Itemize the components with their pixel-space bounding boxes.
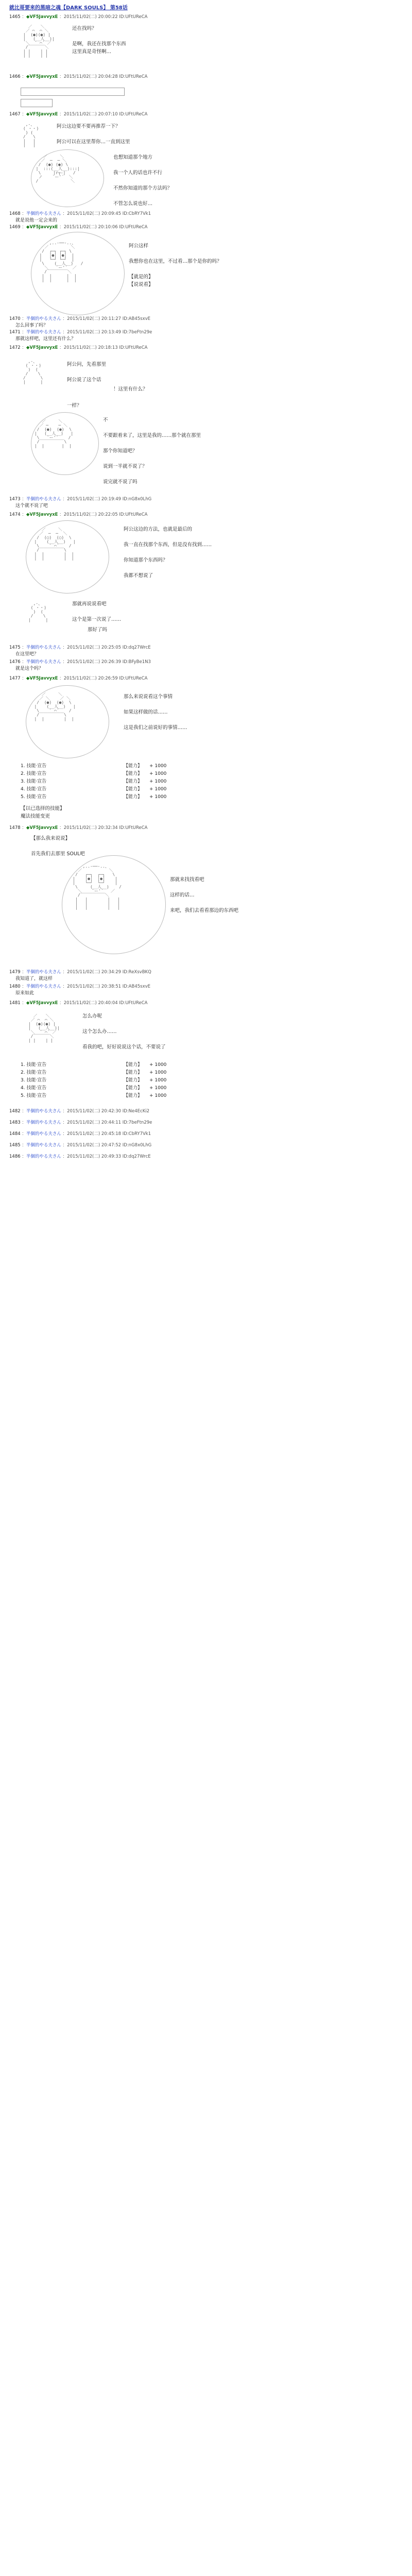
ascii-art: ,-、 ( ・・) ) ( / \ | | [28, 602, 48, 622]
cell: + 1000 [149, 771, 167, 776]
post-header: 1484 ：半個的やる夫さん ：2015/11/02(二) 20:45:18 ID:CbRY7Vk1 [9, 1131, 151, 1137]
poster-name: 半個的やる夫さん [26, 1143, 61, 1148]
post-number[interactable]: 1466 [9, 74, 21, 79]
ascii-art: ／￣￣＼ ／ ⌒ ⌒ ＼ | (●)(●) | | (__人__)| ＼ ` ⌒´ ／ /￣￣￣￣＼ | | | | [28, 1014, 60, 1043]
cell: 3. 技能·宣告 [21, 1078, 47, 1083]
post-header: 1482 ：半個的やる夫さん ：2015/11/02(二) 20:42:30 ID:Ne4EcKi2 [9, 1109, 150, 1114]
poster-name: 半個的やる夫さん [26, 497, 61, 502]
post-meta: 2015/11/02(二) 20:00:22 ID:UFtUReCA [63, 14, 148, 20]
post-number[interactable]: 1467 [9, 112, 21, 117]
dialog-text: 阿公这边的方法，也就是最后的 我一直在找那个东西，但是没有找到…… 你知道那个东西吗？ 我都不想说了 [124, 527, 212, 579]
post-number[interactable]: 1481 [9, 1001, 21, 1006]
poster-name: ◆VF5JavvyxE [26, 512, 58, 517]
cell: 【能力】 [124, 1062, 143, 1067]
post-number[interactable]: 1473 [9, 497, 21, 502]
reply-text: 就是说他一定会来的 [15, 218, 58, 223]
post-number[interactable]: 1480 [9, 984, 21, 989]
post-number[interactable]: 1482 [9, 1109, 21, 1114]
post-header: 1470 ：半個的やる夫さん ：2015/11/02(二) 20:11:27 ID:AB45sxvE [9, 316, 151, 321]
cell: 【能力】 [124, 764, 143, 769]
post-meta: 2015/11/02(二) 20:45:18 ID:CbRY7Vk1 [67, 1131, 151, 1137]
poster-name: ◆VF5JavvyxE [26, 14, 58, 20]
dialog-text: 还在找吗？ 是啊，我还在找那个东西 这里真是奇怪啊… [72, 26, 126, 55]
reply-text: 我知道了，就这样 [15, 976, 53, 981]
ascii-art: ,-、 ( ・・) ) ( / \ / \ | | [23, 360, 43, 384]
table-row [21, 1092, 211, 1100]
cell: 1. 技能·宣告 [21, 764, 47, 769]
post-meta: 2015/11/02(二) 20:38:51 ID:AB45sxvE [67, 984, 151, 989]
post-meta: 2015/11/02(二) 20:42:30 ID:Ne4EcKi2 [67, 1109, 150, 1114]
poster-name: ◆VF5JavvyxE [26, 225, 58, 230]
poster-name: 半個的やる夫さん [26, 1154, 61, 1159]
cell: 4. 技能·宣告 [21, 787, 47, 792]
poster-name: 半個的やる夫さん [26, 659, 61, 665]
cell: + 1000 [149, 1070, 167, 1075]
dialog-text: 阿公这边要不要再推荐一下？ 阿公可以在这里帮你…一直到这里 [57, 124, 130, 145]
poster-name: 半個的やる夫さん [26, 970, 61, 975]
post-header: 1466 ：◆VF5JavvyxE ：2015/11/02(二) 20:04:28 ID:UFtUReCA [9, 74, 148, 79]
poster-name: 半個的やる夫さん [26, 645, 61, 650]
dialog-text: 一样？ [67, 403, 82, 409]
poster-name: 半個的やる夫さん [26, 984, 61, 989]
stats-table [21, 762, 211, 801]
post-header: 1476 ：半個的やる夫さん ：2015/11/02(二) 20:26:39 ID:BFyBe1N3 [9, 659, 151, 665]
cell: 【能力】 [124, 1086, 143, 1091]
table-row [21, 1061, 211, 1069]
cell: 【能力】 [124, 1078, 143, 1083]
post-header: 1472 ：◆VF5JavvyxE ：2015/11/02(二) 20:18:13 ID:UFtUReCA [9, 345, 148, 350]
blank-box [21, 99, 53, 107]
table-row [21, 1084, 211, 1092]
dialog-text: ！这里有什么？ [113, 386, 148, 392]
poster-name: ◆VF5JavvyxE [26, 1001, 58, 1006]
post-header: 1473 ：半個的やる夫さん ：2015/11/02(二) 20:19:49 ID:nG8x0LhG [9, 497, 152, 502]
cell: + 1000 [149, 1093, 167, 1098]
post-meta: 2015/11/02(二) 20:40:04 ID:UFtUReCA [63, 1001, 148, 1006]
ascii-art: ／￣￣￣＼ ／ ─ ─ ＼ / (●) (●) \ | (__人__) | \ `ー'´ / /￣￣￣￣￣￣\ | | | | [34, 419, 74, 448]
ascii-art: ,..-──-..、 ／ ＼ / ┌─┐ ┌─┐ \ | │●│ │●│ | | └─┘ └─┘ | \ (__人__) / ＼ `ー'´ ／ /￣￣￣￣￣＼ | | | | | | | | [39, 241, 83, 282]
post-number[interactable]: 1479 [9, 970, 21, 975]
poster-name: ◆VF5JavvyxE [26, 74, 58, 79]
dialog-text: 那好了吗 [88, 627, 108, 633]
cell: 【能力】 [124, 1070, 143, 1075]
post-header: 1486 ：半個的やる夫さん ：2015/11/02(二) 20:49:33 ID:dq27WrcE [9, 1154, 151, 1159]
dialog-text: 那就来找找看吧 这样的话… 来吧，我们去看看那边的东西吧 [170, 877, 239, 913]
reply-text: 这个就不说了吧 [15, 503, 48, 509]
table-row [21, 793, 211, 801]
post-number[interactable]: 1485 [9, 1143, 21, 1148]
stats-table [21, 1061, 211, 1100]
post-number[interactable]: 1470 [9, 316, 21, 321]
post-number[interactable]: 1486 [9, 1154, 21, 1159]
ascii-art: ／￣￣￣＼ ／ ─ ─ ＼ / (○) (○) \ | (__人__) | \ ` ⌒´ / /￣￣￣￣￣￣\ | | | | | | | | [34, 528, 76, 561]
cell: 【能力】 [124, 779, 143, 784]
post-header: 1471 ：半個的やる夫さん ：2015/11/02(二) 20:13:49 ID:7beFtn29e [9, 330, 152, 335]
poster-name: 半個的やる夫さん [26, 1109, 61, 1114]
post-meta: 2015/11/02(二) 20:09:45 ID:CbRY7Vk1 [67, 211, 151, 216]
table-row [21, 786, 211, 793]
cell: + 1000 [149, 787, 167, 792]
post-meta: 2015/11/02(二) 20:04:28 ID:UFtUReCA [63, 74, 148, 79]
post-number[interactable]: 1478 [9, 825, 21, 831]
ascii-art: ,..-──-..、 ／ ＼ / ┌─┐ ┌─┐ \ | │●│ │●│ | | └─┘ └─┘ | \ (__人__) / ＼ `ー'´ ／ /￣￣￣￣￣￣＼ | | | | | | | | | | | | [73, 865, 122, 910]
post-meta: 2015/11/02(二) 20:26:39 ID:BFyBe1N3 [67, 659, 151, 665]
reply-text: 原来如此 [15, 991, 35, 996]
dialog-text: 阿公问，先看那里 阿公说了这个话 [67, 362, 107, 383]
stats-note: 【以已选择的技能】 魔法技能变更 [21, 806, 65, 819]
poster-name: 半個的やる夫さん [26, 1131, 61, 1137]
reply-text: 那就这样吧，这里还有什么？ [15, 336, 76, 342]
post-meta: 2015/11/02(二) 20:34:29 ID:ReXsvBKQ [67, 970, 151, 975]
poster-name: 半個的やる夫さん [26, 1120, 61, 1125]
post-number[interactable]: 1483 [9, 1120, 21, 1125]
dialog-text: 阿公这样 我想你也在这里，不过看…那个是你的吗？ 【就是的】 【说说看】 [129, 243, 222, 287]
post-meta: 2015/11/02(二) 20:13:49 ID:7beFtn29e [67, 330, 152, 335]
dialog-text: 那就再说说看吧 这个是第一次说了…… [72, 601, 122, 622]
dialog-text: 不 不要跟着来了，这里是我的……那个就在那里 那个你知道吧？ 说到一半就不说了？ 说完就不说了吗 [103, 417, 201, 485]
cell: + 1000 [149, 1062, 167, 1067]
poster-name: 半個的やる夫さん [26, 211, 61, 216]
cell: 2. 技能·宣告 [21, 1070, 47, 1075]
post-header: 1481 ：◆VF5JavvyxE ：2015/11/02(二) 20:40:04 ID:UFtUReCA [9, 1001, 148, 1006]
post-meta: 2015/11/02(二) 20:32:34 ID:UFtUReCA [63, 825, 148, 831]
cell: 2. 技能·宣告 [21, 771, 47, 776]
post-number[interactable]: 1475 [9, 645, 21, 650]
cell: + 1000 [149, 794, 167, 800]
post-header: 1478 ：◆VF5JavvyxE ：2015/11/02(二) 20:32:34 ID:UFtUReCA [9, 825, 148, 831]
poster-name: ◆VF5JavvyxE [26, 345, 58, 350]
post-header: 1479 ：半個的やる夫さん ：2015/11/02(二) 20:34:29 ID:ReXsvBKQ [9, 970, 151, 975]
post-header: 1465 ：◆VF5JavvyxE ：2015/11/02(二) 20:00:22 ID:UFtUReCA [9, 14, 148, 20]
post-meta: 2015/11/02(二) 20:07:10 ID:UFtUReCA [63, 112, 148, 117]
cell: 【能力】 [124, 794, 143, 800]
post-number[interactable]: 1469 [9, 225, 21, 230]
post-meta: 2015/11/02(二) 20:22:05 ID:UFtUReCA [63, 512, 148, 517]
post-header: 1469 ：◆VF5JavvyxE ：2015/11/02(二) 20:10:06 ID:UFtUReCA [9, 225, 148, 230]
post-meta: 2015/11/02(二) 20:47:52 ID:nG8x0LhG [67, 1143, 152, 1148]
post-meta: 2015/11/02(二) 20:11:27 ID:AB45sxvE [67, 316, 151, 321]
post-header: 1474 ：◆VF5JavvyxE ：2015/11/02(二) 20:22:05 ID:UFtUReCA [9, 512, 148, 517]
cell: 4. 技能·宣告 [21, 1086, 47, 1091]
cell: + 1000 [149, 764, 167, 769]
ascii-art: ／￣￣￣＼ ／ ＼ ／ ＼ / (●) (●) \ | (__人__) | \ ` ⌒´ / /￣￣￣￣￣￣\ | | | | [34, 692, 76, 721]
cell: 5. 技能·宣告 [21, 794, 47, 800]
table-row [21, 762, 211, 770]
post-number[interactable]: 1477 [9, 676, 21, 681]
post-meta: 2015/11/02(二) 20:49:33 ID:dq27WrcE [67, 1154, 151, 1159]
ascii-art: ／￣￣￣＼ ／ ─ ─ ＼ / (●) (●) \ | :::(__人__):::| \ |r┬-| / ノ `ー'´ ＼ / ＼ [36, 155, 80, 183]
post-number[interactable]: 1474 [9, 512, 21, 517]
cell: 1. 技能·宣告 [21, 1062, 47, 1067]
dialog-text: 怎么办呢 这个怎么办…… 看我的吧，好好说说这个话，不要说了 [82, 1013, 166, 1050]
post-header: 1480 ：半個的やる夫さん ：2015/11/02(二) 20:38:51 ID:AB45sxvE [9, 984, 151, 989]
post-number[interactable]: 1472 [9, 345, 21, 350]
post-header: 1475 ：半個的やる夫さん ：2015/11/02(二) 20:25:05 ID:dq27WrcE [9, 645, 151, 650]
dialog-text: 也想知道那个地方 我一个人的话也许不行 不然你知道的那个方法吗？ 不管怎么说也好… [113, 155, 173, 207]
post-number[interactable]: 1468 [9, 211, 21, 216]
poster-name: ◆VF5JavvyxE [26, 825, 58, 831]
reply-text: 在这里吧？ [15, 652, 39, 657]
cell: + 1000 [149, 1078, 167, 1083]
post-meta: 2015/11/02(二) 20:10:06 ID:UFtUReCA [63, 225, 148, 230]
poster-name: 半個的やる夫さん [26, 316, 61, 321]
table-row [21, 1069, 211, 1077]
post-header: 1485 ：半個的やる夫さん ：2015/11/02(二) 20:47:52 ID:nG8x0LhG [9, 1143, 152, 1148]
ascii-art: ／￣￣＼ ／ ⌒ ⌒ ＼ | (●)(●) | | (__人__)| ＼ ` ⌒´ ／ /￣￣￣￣＼ | | | | | | | | [23, 25, 55, 58]
reply-text: 怎么回事了吗？ [15, 323, 48, 328]
poster-name: 半個的やる夫さん [26, 330, 61, 335]
dialog-text: 【那么我来说说】 首先我们去那里 SOUL吧 [31, 836, 85, 857]
table-row [21, 1077, 211, 1084]
post-header: 1483 ：半個的やる夫さん ：2015/11/02(二) 20:44:11 ID:7beFtn29e [9, 1120, 152, 1125]
post-meta: 2015/11/02(二) 20:44:11 ID:7beFtn29e [67, 1120, 152, 1125]
post-meta: 2015/11/02(二) 20:26:59 ID:UFtUReCA [63, 676, 148, 681]
cell: 5. 技能·宣告 [21, 1093, 47, 1098]
post-meta: 2015/11/02(二) 20:19:49 ID:nG8x0LhG [67, 497, 152, 502]
cell: 【能力】 [124, 787, 143, 792]
post-number[interactable]: 1476 [9, 659, 21, 665]
dialog-text: 那么来说说看这个事情 如果这样做的话…… 这是我们之前说好的事情…… [124, 694, 187, 731]
cell: 【能力】 [124, 1093, 143, 1098]
reply-text: 就是这个吗？ [15, 666, 44, 671]
table-row [21, 778, 211, 786]
cell: 【能力】 [124, 771, 143, 776]
ascii-art: ,-、 ( ・・) ) ( / \ | | | | [23, 123, 39, 147]
post-number[interactable]: 1484 [9, 1131, 21, 1137]
blank-box [21, 88, 125, 96]
post-number[interactable]: 1465 [9, 14, 21, 20]
post-number[interactable]: 1471 [9, 330, 21, 335]
cell: 3. 技能·宣告 [21, 779, 47, 784]
table-row [21, 770, 211, 778]
thread-title[interactable]: 就比哥要来的黑暗之魂【DARK SOULS】 第58话 [9, 5, 128, 11]
poster-name: ◆VF5JavvyxE [26, 676, 58, 681]
post-meta: 2015/11/02(二) 20:18:13 ID:UFtUReCA [63, 345, 148, 350]
cell: + 1000 [149, 779, 167, 784]
post-header: 1467 ：◆VF5JavvyxE ：2015/11/02(二) 20:07:10 ID:UFtUReCA [9, 112, 148, 117]
post-meta: 2015/11/02(二) 20:25:05 ID:dq27WrcE [67, 645, 151, 650]
post-header: 1468 ：半個的やる夫さん ：2015/11/02(二) 20:09:45 ID:CbRY7Vk1 [9, 211, 151, 216]
post-header: 1477 ：◆VF5JavvyxE ：2015/11/02(二) 20:26:59 ID:UFtUReCA [9, 676, 148, 681]
cell: + 1000 [149, 1086, 167, 1091]
poster-name: ◆VF5JavvyxE [26, 112, 58, 117]
